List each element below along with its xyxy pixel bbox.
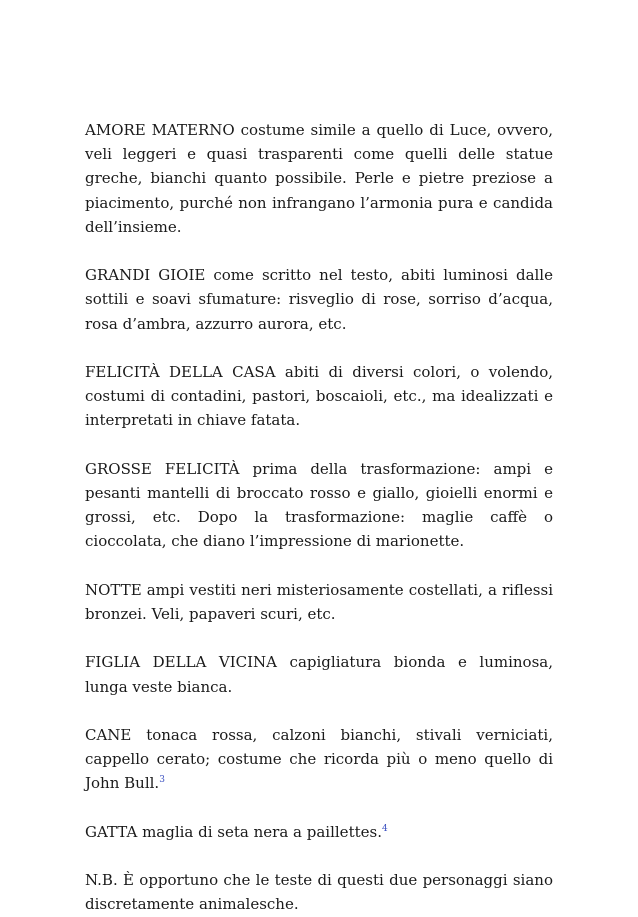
character-name: NOTTE [85,580,142,599]
paragraph-text: È opportuno che le teste di questi due personaggi siano discretamente animalesche. [85,871,553,914]
paragraph-notte [85,578,553,626]
paragraph-gatta [85,820,553,844]
paragraph-text: prima della trasformazione: ampi e pesanti mantelli di broccato rosso e giallo, gioielli enormi e grossi, etc. Dopo la trasformazione: maglie caffè o cioccolata, che diano l’impressione di marionette. [85,459,553,551]
character-name: FIGLIA DELLA VICINA [85,653,277,672]
footnote-reference[interactable]: 4 [381,823,388,834]
character-name: GATTA [85,822,138,841]
paragraph-text: abiti di diversi colori, o volendo, costumi di contadini, pastori, boscaioli, etc., ma idealizzati e interpretati in chiave fatata. [85,363,553,430]
paragraph-text: maglia di seta nera a paillettes. [137,822,382,841]
character-name: GROSSE FELICITÀ [85,459,240,478]
paragraph-amore-materno [85,118,553,239]
paragraph-text: ampi vestiti neri misteriosamente costellati, a riflessi bronzei. Veli, papaveri scuri, etc. [85,580,553,623]
footnote-reference[interactable]: 3 [159,775,165,786]
paragraph-grandi-gioie [85,263,553,336]
paragraph-grosse-felicita [85,457,553,554]
character-name: CANE [85,725,132,744]
paragraph-text: costume simile a quello di Luce, ovvero, veli leggeri e quasi trasparenti come quelli delle statue greche, bianchi quanto possibile. Perle e pietre preziose a piacimento, purché non infrangano l’armonia pura e candida dell’insieme. [85,121,553,236]
paragraph-cane [85,723,553,796]
paragraph-figlia-della-vicina [85,650,553,698]
character-name: GRANDI GIOIE [85,266,206,285]
character-name: AMORE MATERNO [85,121,235,139]
paragraph-felicita-della-casa [85,360,553,433]
paragraph-text: come scritto nel testo, abiti luminosi dalle sottili e soavi sfumature: risveglio di rose, sorriso d’acqua, rosa d’ambra, azzurro aurora, etc. [85,266,553,333]
paragraph-nota-bene [85,868,553,916]
document-page [85,118,553,917]
character-name: FELICITÀ DELLA CASA [85,363,276,381]
nota-bene-label: N.B. [85,871,118,890]
paragraph-text: tonaca rossa, calzoni bianchi, stivali verniciati, cappello cerato; costume che ricorda più o meno quello di John Bull. [85,725,553,793]
paragraph-text: capigliatura bionda e luminosa, lunga veste bianca. [85,653,553,696]
